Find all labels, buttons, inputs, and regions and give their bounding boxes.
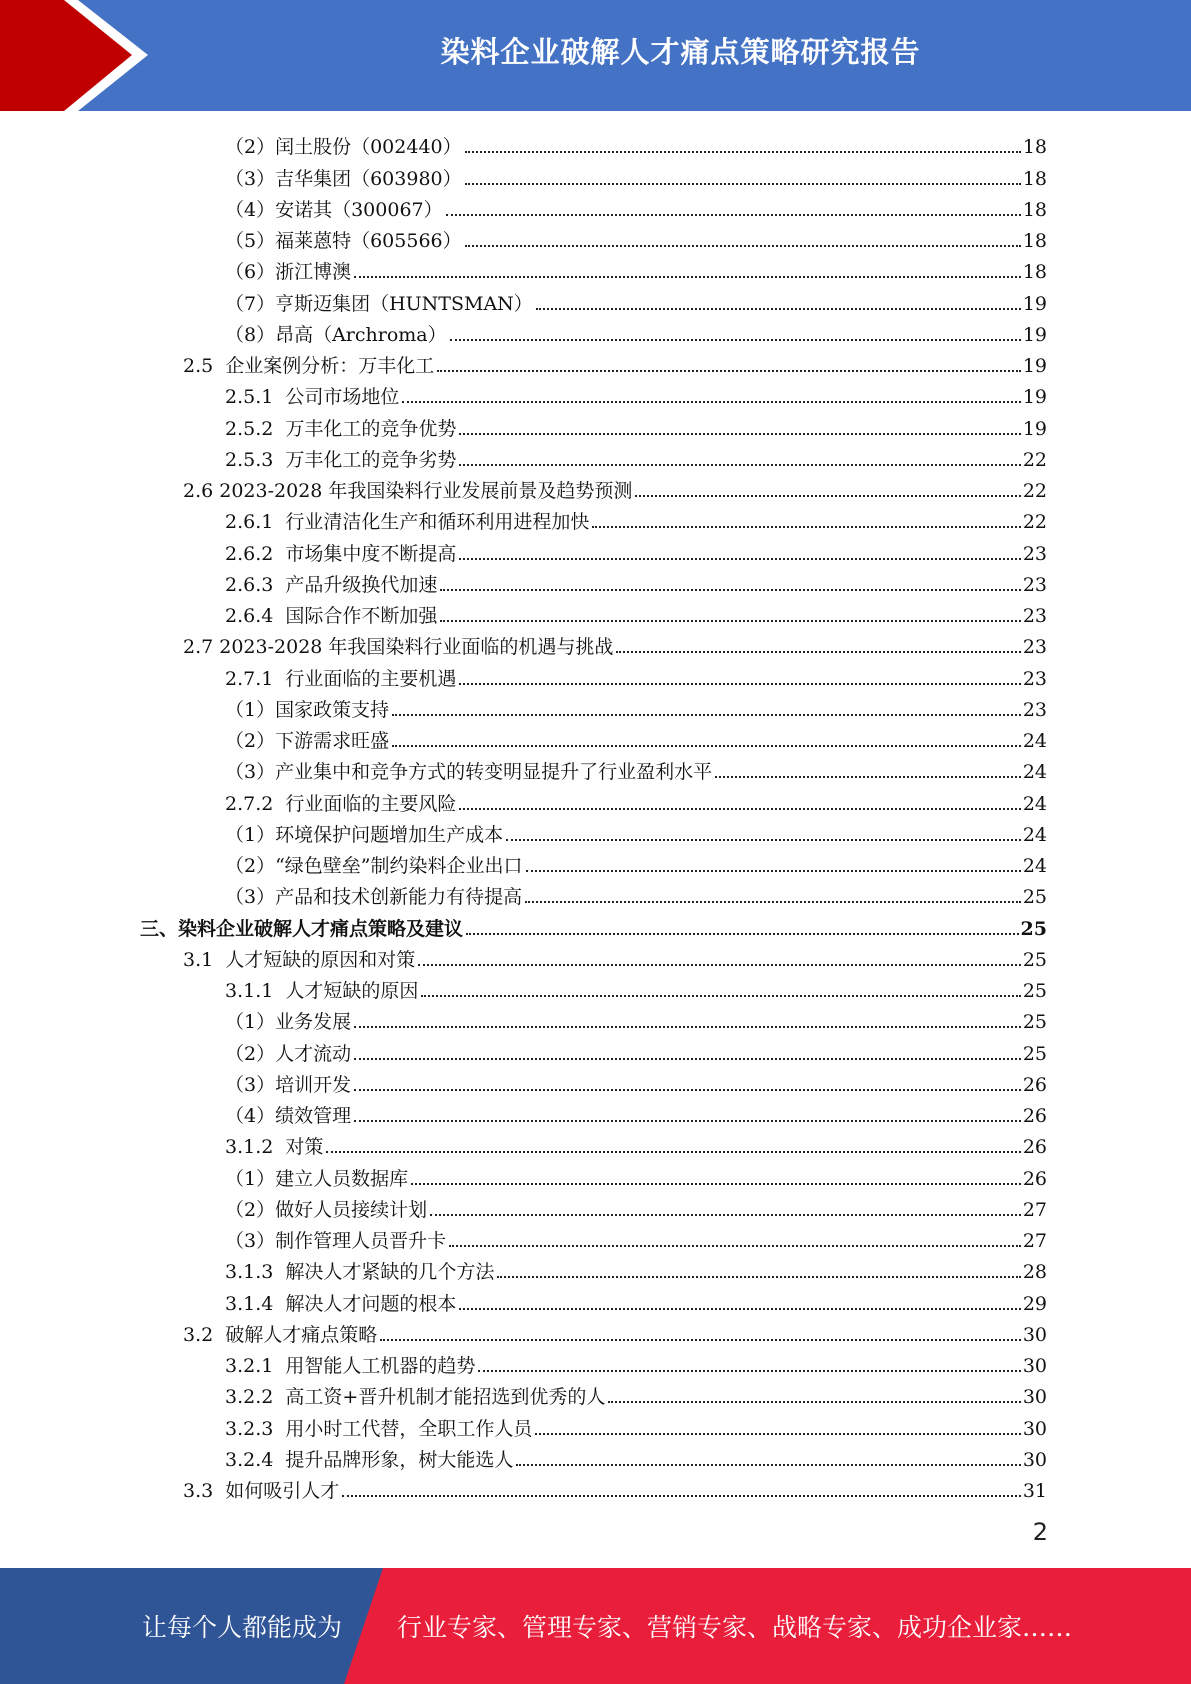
toc-entry-page: 18	[1022, 261, 1047, 284]
toc-entry-title: （1）环境保护问题增加生产成本	[225, 823, 504, 846]
toc-entry[interactable]	[0, 691, 1191, 722]
toc-entry-page: 23	[1022, 667, 1047, 690]
toc-entry-title: （3）吉华集团（603980）	[225, 167, 462, 190]
page-footer	[0, 1568, 1191, 1684]
toc-entry[interactable]	[0, 566, 1191, 597]
toc-entry[interactable]	[0, 253, 1191, 284]
toc-entry[interactable]	[0, 1003, 1191, 1034]
toc-entry-page: 30	[1022, 1323, 1047, 1346]
toc-entry-title: 3.1 人才短缺的原因和对策	[183, 948, 416, 971]
toc-dot-leader	[402, 401, 1020, 403]
toc-entry-page: 30	[1022, 1386, 1047, 1409]
toc-entry-page: 24	[1022, 823, 1047, 846]
footer-slogan-left: 让每个人都能成为	[142, 1613, 343, 1642]
toc-entry-page: 24	[1022, 730, 1047, 752]
toc-dot-leader	[392, 714, 1021, 716]
toc-entry-page: 22	[1022, 448, 1047, 471]
toc-entry-title: （3）产品和技术创新能力有待提高	[225, 886, 523, 909]
toc-dot-leader	[526, 870, 1021, 872]
toc-entry[interactable]	[0, 1066, 1191, 1097]
toc-dot-leader	[535, 1433, 1020, 1435]
toc-dot-leader	[478, 1370, 1020, 1372]
toc-dot-leader	[380, 1339, 1021, 1341]
toc-dot-leader	[421, 995, 1020, 997]
toc-dot-leader	[354, 1089, 1021, 1091]
toc-entry-title: 2.5.2 万丰化工的竞争优势	[225, 417, 457, 440]
toc-dot-leader	[354, 1058, 1021, 1060]
toc-dot-leader	[715, 776, 1021, 778]
toc-entry-title: （3）培训开发	[225, 1073, 352, 1096]
toc-entry-title: 2.6.1 行业清洁化生产和循环利用进程加快	[225, 511, 590, 534]
toc-entry[interactable]	[0, 284, 1191, 315]
toc-entry-title: （5）福莱蒽特（605566）	[225, 230, 462, 252]
toc-entry-page: 18	[1022, 136, 1047, 159]
toc-entry-title: 3.2.1 用智能人工机器的趋势	[225, 1355, 476, 1377]
toc-entry-title: （2）下游需求旺盛	[225, 730, 390, 752]
toc-entry[interactable]	[0, 753, 1191, 784]
toc-entry[interactable]	[0, 1409, 1191, 1440]
toc-entry[interactable]	[0, 847, 1191, 878]
toc-entry-page: 22	[1022, 511, 1047, 534]
toc-dot-leader	[536, 308, 1021, 310]
toc-entry-page: 30	[1022, 1448, 1047, 1471]
toc-entry-page: 27	[1022, 1230, 1047, 1252]
toc-dot-leader	[440, 589, 1020, 591]
toc-entry-page: 26	[1022, 1105, 1047, 1127]
toc-entry-page: 23	[1022, 698, 1047, 721]
toc-entry-title: 2.7 2023-2028 年我国染料行业面临的机遇与挑战	[183, 636, 614, 659]
toc-entry-title: （6）浙江博澳	[225, 261, 352, 284]
toc-entry-title: （7）亨斯迈集团（HUNTSMAN）	[225, 292, 533, 315]
toc-entry-page: 18	[1022, 167, 1047, 190]
toc-entry-page: 30	[1022, 1417, 1047, 1440]
toc-dot-leader	[326, 1151, 1020, 1153]
toc-dot-leader	[440, 620, 1020, 622]
toc-entry-page: 25	[1022, 980, 1047, 1002]
toc-dot-leader	[449, 1245, 1021, 1247]
toc-dot-leader	[516, 1464, 1020, 1466]
toc-entry-title: 3.1.4 解决人才问题的根本	[225, 1292, 457, 1315]
toc-entry[interactable]	[0, 1441, 1191, 1472]
toc-entry[interactable]	[0, 1378, 1191, 1409]
toc-entry-page: 31	[1022, 1480, 1047, 1502]
toc-entry[interactable]	[0, 628, 1191, 659]
toc-entry-page: 23	[1022, 542, 1047, 565]
toc-dot-leader	[525, 901, 1021, 903]
toc-dot-leader	[411, 1183, 1021, 1185]
toc-entry-title: 三、染料企业破解人才痛点策略及建议	[140, 917, 464, 940]
toc-entry[interactable]	[0, 1128, 1191, 1159]
toc-entry[interactable]	[0, 1222, 1191, 1253]
toc-dot-leader	[354, 276, 1021, 278]
toc-entry-title: 2.6.2 市场集中度不断提高	[225, 542, 457, 565]
toc-entry-title: （1）国家政策支持	[225, 698, 390, 721]
toc-entry-title: （2）做好人员接续计划	[225, 1198, 428, 1221]
toc-entry-title: 3.2.4 提升品牌形象，树大能选人	[225, 1448, 514, 1471]
page-header	[0, 0, 1191, 111]
toc-entry-page: 18	[1022, 198, 1047, 221]
toc-entry-page: 25	[1020, 917, 1047, 940]
toc-entry-title: （1）业务发展	[225, 1011, 352, 1034]
toc-entry-title: （1）建立人员数据库	[225, 1167, 409, 1190]
toc-entry[interactable]	[0, 816, 1191, 847]
toc-entry-page: 25	[1022, 948, 1047, 971]
toc-entry[interactable]	[0, 128, 1191, 159]
toc-entry-title: 3.1.2 对策	[225, 1136, 324, 1159]
toc-entry-page: 24	[1022, 761, 1047, 784]
toc-entry-title: 3.2.3 用小时工代替，全职工作人员	[225, 1417, 533, 1440]
toc-dot-leader	[418, 964, 1021, 966]
toc-dot-leader	[465, 151, 1021, 153]
toc-entry-title: 3.2 破解人才痛点策略	[183, 1323, 378, 1346]
toc-entry-page: 19	[1022, 292, 1047, 315]
toc-entry[interactable]	[0, 222, 1191, 253]
toc-entry[interactable]	[0, 972, 1191, 1003]
toc-entry[interactable]	[0, 191, 1191, 222]
page-number: 2	[1032, 1518, 1048, 1546]
toc-entry[interactable]	[0, 784, 1191, 815]
toc-entry-title: 3.3 如何吸引人才	[183, 1480, 340, 1502]
toc-entry[interactable]	[0, 1347, 1191, 1378]
footer-slogan-right: 行业专家、管理专家、营销专家、战略专家、成功企业家……	[397, 1613, 1073, 1642]
header-chevron-logo	[0, 0, 160, 111]
toc-entry[interactable]	[0, 1034, 1191, 1065]
toc-entry[interactable]	[0, 909, 1191, 940]
toc-entry[interactable]	[0, 659, 1191, 690]
toc-entry[interactable]	[0, 1472, 1191, 1503]
toc-entry[interactable]	[0, 472, 1191, 503]
toc-dot-leader	[354, 1026, 1021, 1028]
toc-entry-title: 2.7.1 行业面临的主要机遇	[225, 667, 457, 690]
toc-entry-title: （3）产业集中和竞争方式的转变明显提升了行业盈利水平	[225, 761, 713, 784]
toc-dot-leader	[616, 651, 1020, 653]
toc-dot-leader	[465, 183, 1021, 185]
toc-entry-title: 3.2.2 高工资+晋升机制才能招选到优秀的人	[225, 1386, 606, 1409]
report-title: 染料企业破解人才痛点策略研究报告	[440, 34, 921, 69]
toc-entry[interactable]	[0, 941, 1191, 972]
toc-entry-title: 2.5.1 公司市场地位	[225, 386, 400, 409]
toc-entry-title: 2.5 企业案例分析：万丰化工	[183, 355, 435, 377]
toc-dot-leader	[354, 1120, 1021, 1122]
toc-dot-leader	[450, 339, 1021, 341]
toc-entry-page: 23	[1022, 636, 1047, 659]
table-of-contents	[0, 128, 1191, 1503]
toc-entry-page: 19	[1022, 386, 1047, 409]
toc-entry-page: 23	[1022, 605, 1047, 627]
toc-dot-leader	[342, 1495, 1021, 1497]
toc-dot-leader	[465, 245, 1021, 247]
toc-entry-title: （8）昂高（Archroma）	[225, 323, 447, 346]
toc-entry-title: （4）安诺其（300067）	[225, 198, 443, 221]
toc-dot-leader	[446, 214, 1021, 216]
toc-entry-page: 24	[1022, 855, 1047, 877]
toc-entry[interactable]	[0, 378, 1191, 409]
toc-entry-page: 18	[1022, 230, 1047, 252]
toc-entry[interactable]	[0, 534, 1191, 565]
toc-entry-page: 26	[1022, 1073, 1047, 1096]
toc-dot-leader	[608, 1401, 1020, 1403]
toc-entry-page: 28	[1022, 1261, 1047, 1284]
toc-entry[interactable]	[0, 441, 1191, 472]
toc-entry-page: 19	[1022, 355, 1047, 377]
toc-entry[interactable]	[0, 722, 1191, 753]
toc-entry[interactable]	[0, 503, 1191, 534]
toc-entry-title: （4）绩效管理	[225, 1105, 352, 1127]
toc-entry-page: 26	[1022, 1167, 1047, 1190]
toc-entry-page: 19	[1022, 417, 1047, 440]
toc-entry-page: 19	[1022, 323, 1047, 346]
toc-entry-title: 3.1.3 解决人才紧缺的几个方法	[225, 1261, 495, 1284]
toc-entry[interactable]	[0, 597, 1191, 628]
toc-dot-leader	[459, 464, 1020, 466]
toc-entry[interactable]	[0, 1191, 1191, 1222]
toc-entry-page: 24	[1022, 792, 1047, 815]
toc-entry-title: 2.7.2 行业面临的主要风险	[225, 792, 457, 815]
toc-entry[interactable]	[0, 1316, 1191, 1347]
toc-entry-title: （2）“绿色壁垒”制约染料企业出口	[225, 855, 523, 877]
toc-entry-title: 2.6 2023-2028 年我国染料行业发展前景及趋势预测	[183, 480, 633, 502]
toc-entry-title: 2.6.4 国际合作不断加强	[225, 605, 438, 627]
toc-dot-leader	[506, 839, 1021, 841]
toc-entry[interactable]	[0, 159, 1191, 190]
toc-entry-page: 27	[1022, 1198, 1047, 1221]
toc-dot-leader	[592, 526, 1020, 528]
toc-dot-leader	[459, 558, 1020, 560]
toc-dot-leader	[430, 1214, 1021, 1216]
toc-dot-leader	[459, 808, 1020, 810]
toc-dot-leader	[392, 745, 1021, 747]
toc-entry-page: 22	[1022, 480, 1047, 502]
toc-entry-title: （2）闰土股份（002440）	[225, 136, 462, 159]
toc-entry[interactable]	[0, 1253, 1191, 1284]
toc-entry-title: （3）制作管理人员晋升卡	[225, 1230, 447, 1252]
toc-entry-title: 2.6.3 产品升级换代加速	[225, 573, 438, 596]
toc-dot-leader	[459, 683, 1020, 685]
toc-entry[interactable]	[0, 316, 1191, 347]
toc-dot-leader	[635, 495, 1020, 497]
toc-entry-page: 25	[1022, 1011, 1047, 1034]
toc-entry[interactable]	[0, 1097, 1191, 1128]
toc-entry-title: 2.5.3 万丰化工的竞争劣势	[225, 448, 457, 471]
toc-dot-leader	[459, 1308, 1020, 1310]
toc-entry-page: 30	[1022, 1355, 1047, 1377]
toc-dot-leader	[497, 1276, 1020, 1278]
toc-entry-page: 26	[1022, 1136, 1047, 1159]
toc-entry-title: （2）人才流动	[225, 1042, 352, 1065]
toc-dot-leader	[437, 370, 1021, 372]
toc-entry-title: 3.1.1 人才短缺的原因	[225, 980, 419, 1002]
toc-entry[interactable]	[0, 878, 1191, 909]
toc-entry[interactable]	[0, 409, 1191, 440]
toc-entry[interactable]	[0, 347, 1191, 378]
toc-dot-leader	[459, 433, 1020, 435]
toc-entry[interactable]	[0, 1159, 1191, 1190]
toc-dot-leader	[466, 933, 1019, 935]
toc-entry-page: 25	[1022, 1042, 1047, 1065]
toc-entry-page: 23	[1022, 573, 1047, 596]
toc-entry-page: 29	[1022, 1292, 1047, 1315]
toc-entry-page: 25	[1022, 886, 1047, 909]
toc-entry[interactable]	[0, 1284, 1191, 1315]
